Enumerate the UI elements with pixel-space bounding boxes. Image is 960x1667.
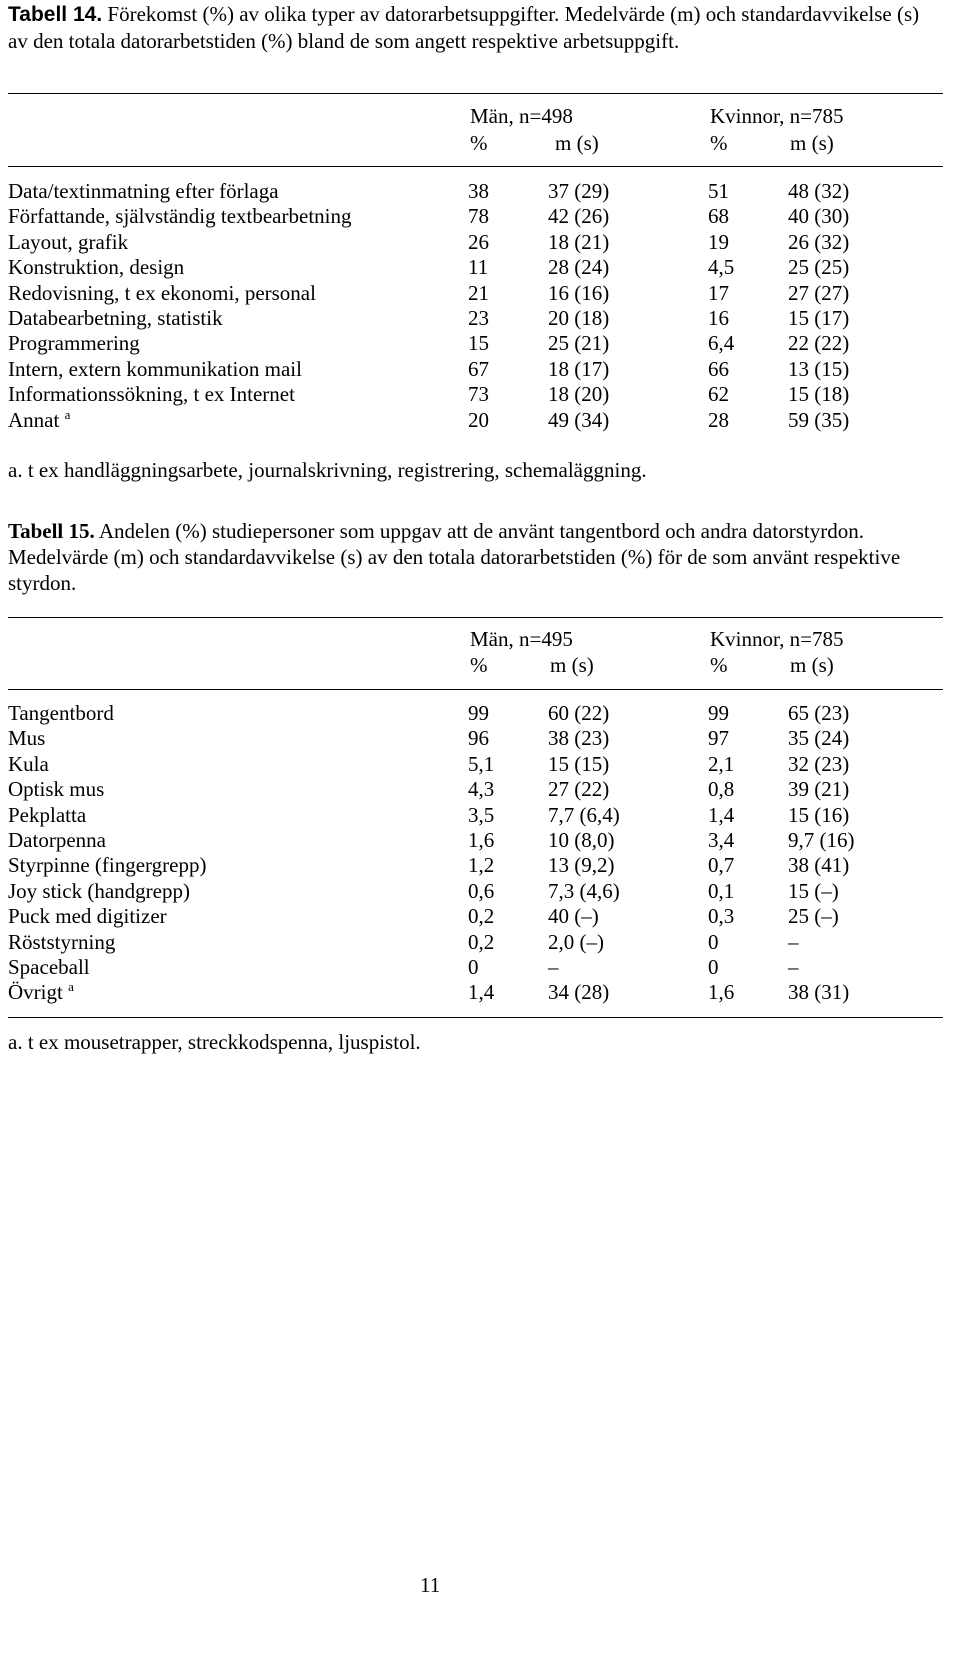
row-label: Data/textinmatning efter förlaga (8, 179, 279, 203)
women-pct-cell: 17 (708, 280, 729, 305)
row-label: Spaceball (8, 954, 90, 979)
men-ms-cell: 27 (22) (548, 777, 610, 802)
men-pct-cell: 15 (468, 331, 489, 356)
women-pct-cell: 51 (708, 179, 729, 203)
table-row (8, 179, 878, 204)
men-ms-cell: – (548, 954, 559, 979)
table15-group-men: Män, n=495 (470, 627, 573, 651)
row-label: Puck med digitizer (8, 904, 167, 929)
row-label: Övrigt (8, 980, 63, 1005)
table15-bottom-rule (8, 1017, 943, 1018)
women-pct-cell: 97 (708, 726, 729, 751)
row-label: Optisk mus (8, 777, 105, 802)
table14-label: Tabell 14. (8, 3, 103, 26)
men-pct-cell: 1,2 (468, 853, 495, 878)
women-ms-cell: 9,7 (16) (788, 827, 855, 852)
women-pct-cell: 0 (708, 929, 719, 954)
women-pct-cell: 0,7 (708, 853, 735, 878)
table14-footnote: a. t ex handläggningsarbete, journalskrivning, registrering, schemaläggning. (8, 458, 647, 482)
table15-col-ms-women: m (s) (790, 653, 834, 677)
table-row (8, 752, 878, 777)
women-ms-cell: 25 (25) (788, 255, 850, 280)
women-pct-cell: 66 (708, 356, 729, 381)
women-ms-cell: 38 (31) (788, 980, 850, 1005)
men-pct-cell: 21 (468, 280, 489, 305)
table-row (8, 930, 878, 955)
table-row (8, 357, 878, 382)
women-ms-cell: 15 (–) (788, 878, 839, 903)
table15-label: Tabell 15. (8, 519, 95, 543)
women-ms-cell: 40 (30) (788, 204, 850, 229)
table-row (8, 955, 878, 980)
women-ms-cell: – (788, 929, 799, 954)
men-ms-cell: 25 (21) (548, 331, 610, 356)
table-row (8, 726, 878, 751)
table-row (8, 828, 878, 853)
men-pct-cell: 0,2 (468, 904, 495, 929)
women-pct-cell: 99 (708, 701, 729, 725)
women-pct-cell: 4,5 (708, 255, 735, 280)
women-pct-cell: 62 (708, 382, 729, 407)
table15 (8, 701, 878, 1006)
men-ms-cell: 18 (20) (548, 382, 610, 407)
table15-col-pct-women: % (710, 653, 728, 677)
women-pct-cell: 1,4 (708, 802, 735, 827)
men-pct-cell: 1,6 (468, 827, 495, 852)
men-ms-cell: 20 (18) (548, 305, 610, 330)
row-label: Pekplatta (8, 802, 87, 827)
men-pct-cell: 99 (468, 701, 489, 725)
men-pct-cell: 0,6 (468, 878, 495, 903)
table14-caption-text: Förekomst (%) av olika typer av datorarbetsuppgifter. Medelvärde (m) och standardavvikelse (s) av den totala datorarbetstiden (%) bland de som angett respektive arbetsuppgift. (8, 2, 920, 53)
table14-top-rule (8, 93, 943, 94)
table-row (8, 204, 878, 229)
footnote-marker: a (68, 979, 74, 995)
table-row (8, 980, 878, 1005)
table-row (8, 701, 878, 726)
table-row (8, 382, 878, 407)
table15-col-ms-men: m (s) (550, 653, 594, 677)
men-ms-cell: 60 (22) (548, 701, 610, 725)
row-label: Annat (8, 407, 60, 432)
table-row (8, 408, 878, 433)
row-label: Datorpenna (8, 827, 106, 852)
men-ms-cell: 40 (–) (548, 904, 599, 929)
men-ms-cell: 42 (26) (548, 204, 610, 229)
table14-col-ms-men: m (s) (555, 131, 599, 155)
table14-caption (8, 1, 943, 54)
table14 (8, 179, 878, 433)
men-ms-cell: 38 (23) (548, 726, 610, 751)
men-pct-cell: 0,2 (468, 929, 495, 954)
women-pct-cell: 0,3 (708, 904, 735, 929)
men-ms-cell: 37 (29) (548, 179, 610, 203)
women-ms-cell: 48 (32) (788, 179, 850, 203)
row-label: Intern, extern kommunikation mail (8, 356, 302, 381)
women-pct-cell: 0,1 (708, 878, 735, 903)
table-row (8, 255, 878, 280)
row-label: Redovisning, t ex ekonomi, personal (8, 280, 316, 305)
men-ms-cell: 16 (16) (548, 280, 610, 305)
men-pct-cell: 26 (468, 229, 489, 254)
women-pct-cell: 16 (708, 305, 729, 330)
men-pct-cell: 96 (468, 726, 489, 751)
row-label: Databearbetning, statistik (8, 305, 223, 330)
women-ms-cell: 39 (21) (788, 777, 850, 802)
row-label: Författande, självständig textbearbetning (8, 204, 352, 229)
men-ms-cell: 18 (17) (548, 356, 610, 381)
women-ms-cell: 15 (18) (788, 382, 850, 407)
women-ms-cell: 35 (24) (788, 726, 850, 751)
table-row (8, 331, 878, 356)
men-ms-cell: 2,0 (–) (548, 929, 604, 954)
row-label: Tangentbord (8, 701, 114, 725)
women-pct-cell: 1,6 (708, 980, 735, 1005)
page-number: 11 (420, 1573, 441, 1597)
row-label: Röststyrning (8, 929, 116, 954)
women-pct-cell: 6,4 (708, 331, 735, 356)
table14-group-women: Kvinnor, n=785 (710, 104, 844, 128)
women-ms-cell: 38 (41) (788, 853, 850, 878)
women-ms-cell: 15 (16) (788, 802, 850, 827)
table-row (8, 803, 878, 828)
women-ms-cell: 26 (32) (788, 229, 850, 254)
table14-col-pct-women: % (710, 131, 728, 155)
men-ms-cell: 34 (28) (548, 980, 610, 1005)
table14-col-ms-women: m (s) (790, 131, 834, 155)
men-ms-cell: 18 (21) (548, 229, 610, 254)
table14-header-rule (8, 166, 943, 167)
women-pct-cell: 68 (708, 204, 729, 229)
table15-caption (8, 518, 943, 596)
table-row (8, 904, 878, 929)
women-pct-cell: 0,8 (708, 777, 735, 802)
men-pct-cell: 5,1 (468, 751, 495, 776)
men-pct-cell: 23 (468, 305, 489, 330)
men-ms-cell: 15 (15) (548, 751, 610, 776)
footnote-marker: a (64, 406, 71, 422)
women-pct-cell: 3,4 (708, 827, 735, 852)
table15-footnote: a. t ex mousetrapper, streckkodspenna, ljuspistol. (8, 1030, 421, 1054)
men-pct-cell: 78 (468, 204, 489, 229)
table14-col-pct-men: % (470, 131, 488, 155)
men-ms-cell: 49 (34) (548, 407, 610, 432)
women-pct-cell: 2,1 (708, 751, 735, 776)
table15-group-women: Kvinnor, n=785 (710, 627, 844, 651)
women-ms-cell: 65 (23) (788, 701, 850, 725)
row-label: Styrpinne (fingergrepp) (8, 853, 207, 878)
row-label: Mus (8, 726, 46, 751)
men-pct-cell: 73 (468, 382, 489, 407)
men-ms-cell: 7,7 (6,4) (548, 802, 620, 827)
men-ms-cell: 10 (8,0) (548, 827, 615, 852)
table-row (8, 777, 878, 802)
row-label: Informationssökning, t ex Internet (8, 382, 295, 407)
men-pct-cell: 67 (468, 356, 489, 381)
table-row (8, 306, 878, 331)
women-ms-cell: 22 (22) (788, 331, 850, 356)
men-ms-cell: 28 (24) (548, 255, 610, 280)
table-row (8, 879, 878, 904)
table15-header-rule (8, 689, 943, 690)
row-label: Kula (8, 751, 49, 776)
table14-group-men: Män, n=498 (470, 104, 573, 128)
men-pct-cell: 0 (468, 954, 479, 979)
table15-caption-text: Andelen (%) studiepersoner som uppgav att de använt tangentbord och andra datorstyrdon. Medelvärde (m) och standardavvikelse (s) av den totala datorarbetstiden (%) för de som använt respektive styrdon. (8, 519, 901, 595)
men-pct-cell: 3,5 (468, 802, 495, 827)
row-label: Joy stick (handgrepp) (8, 878, 190, 903)
men-pct-cell: 1,4 (468, 980, 495, 1005)
women-ms-cell: 27 (27) (788, 280, 850, 305)
row-label: Programmering (8, 331, 140, 356)
women-pct-cell: 28 (708, 407, 729, 432)
men-ms-cell: 7,3 (4,6) (548, 878, 620, 903)
women-ms-cell: 59 (35) (788, 407, 850, 432)
table15-col-pct-men: % (470, 653, 488, 677)
men-pct-cell: 38 (468, 179, 489, 203)
row-label: Konstruktion, design (8, 255, 185, 280)
table-row (8, 853, 878, 878)
women-pct-cell: 0 (708, 954, 719, 979)
women-ms-cell: 13 (15) (788, 356, 850, 381)
men-ms-cell: 13 (9,2) (548, 853, 615, 878)
row-label: Layout, grafik (8, 229, 129, 254)
table15-top-rule (8, 617, 943, 618)
table-row (8, 281, 878, 306)
table-row (8, 230, 878, 255)
women-ms-cell: 25 (–) (788, 904, 839, 929)
women-ms-cell: 32 (23) (788, 751, 850, 776)
women-ms-cell: 15 (17) (788, 305, 850, 330)
men-pct-cell: 20 (468, 407, 489, 432)
men-pct-cell: 11 (468, 255, 489, 280)
women-ms-cell: – (788, 954, 799, 979)
women-pct-cell: 19 (708, 229, 729, 254)
men-pct-cell: 4,3 (468, 777, 495, 802)
